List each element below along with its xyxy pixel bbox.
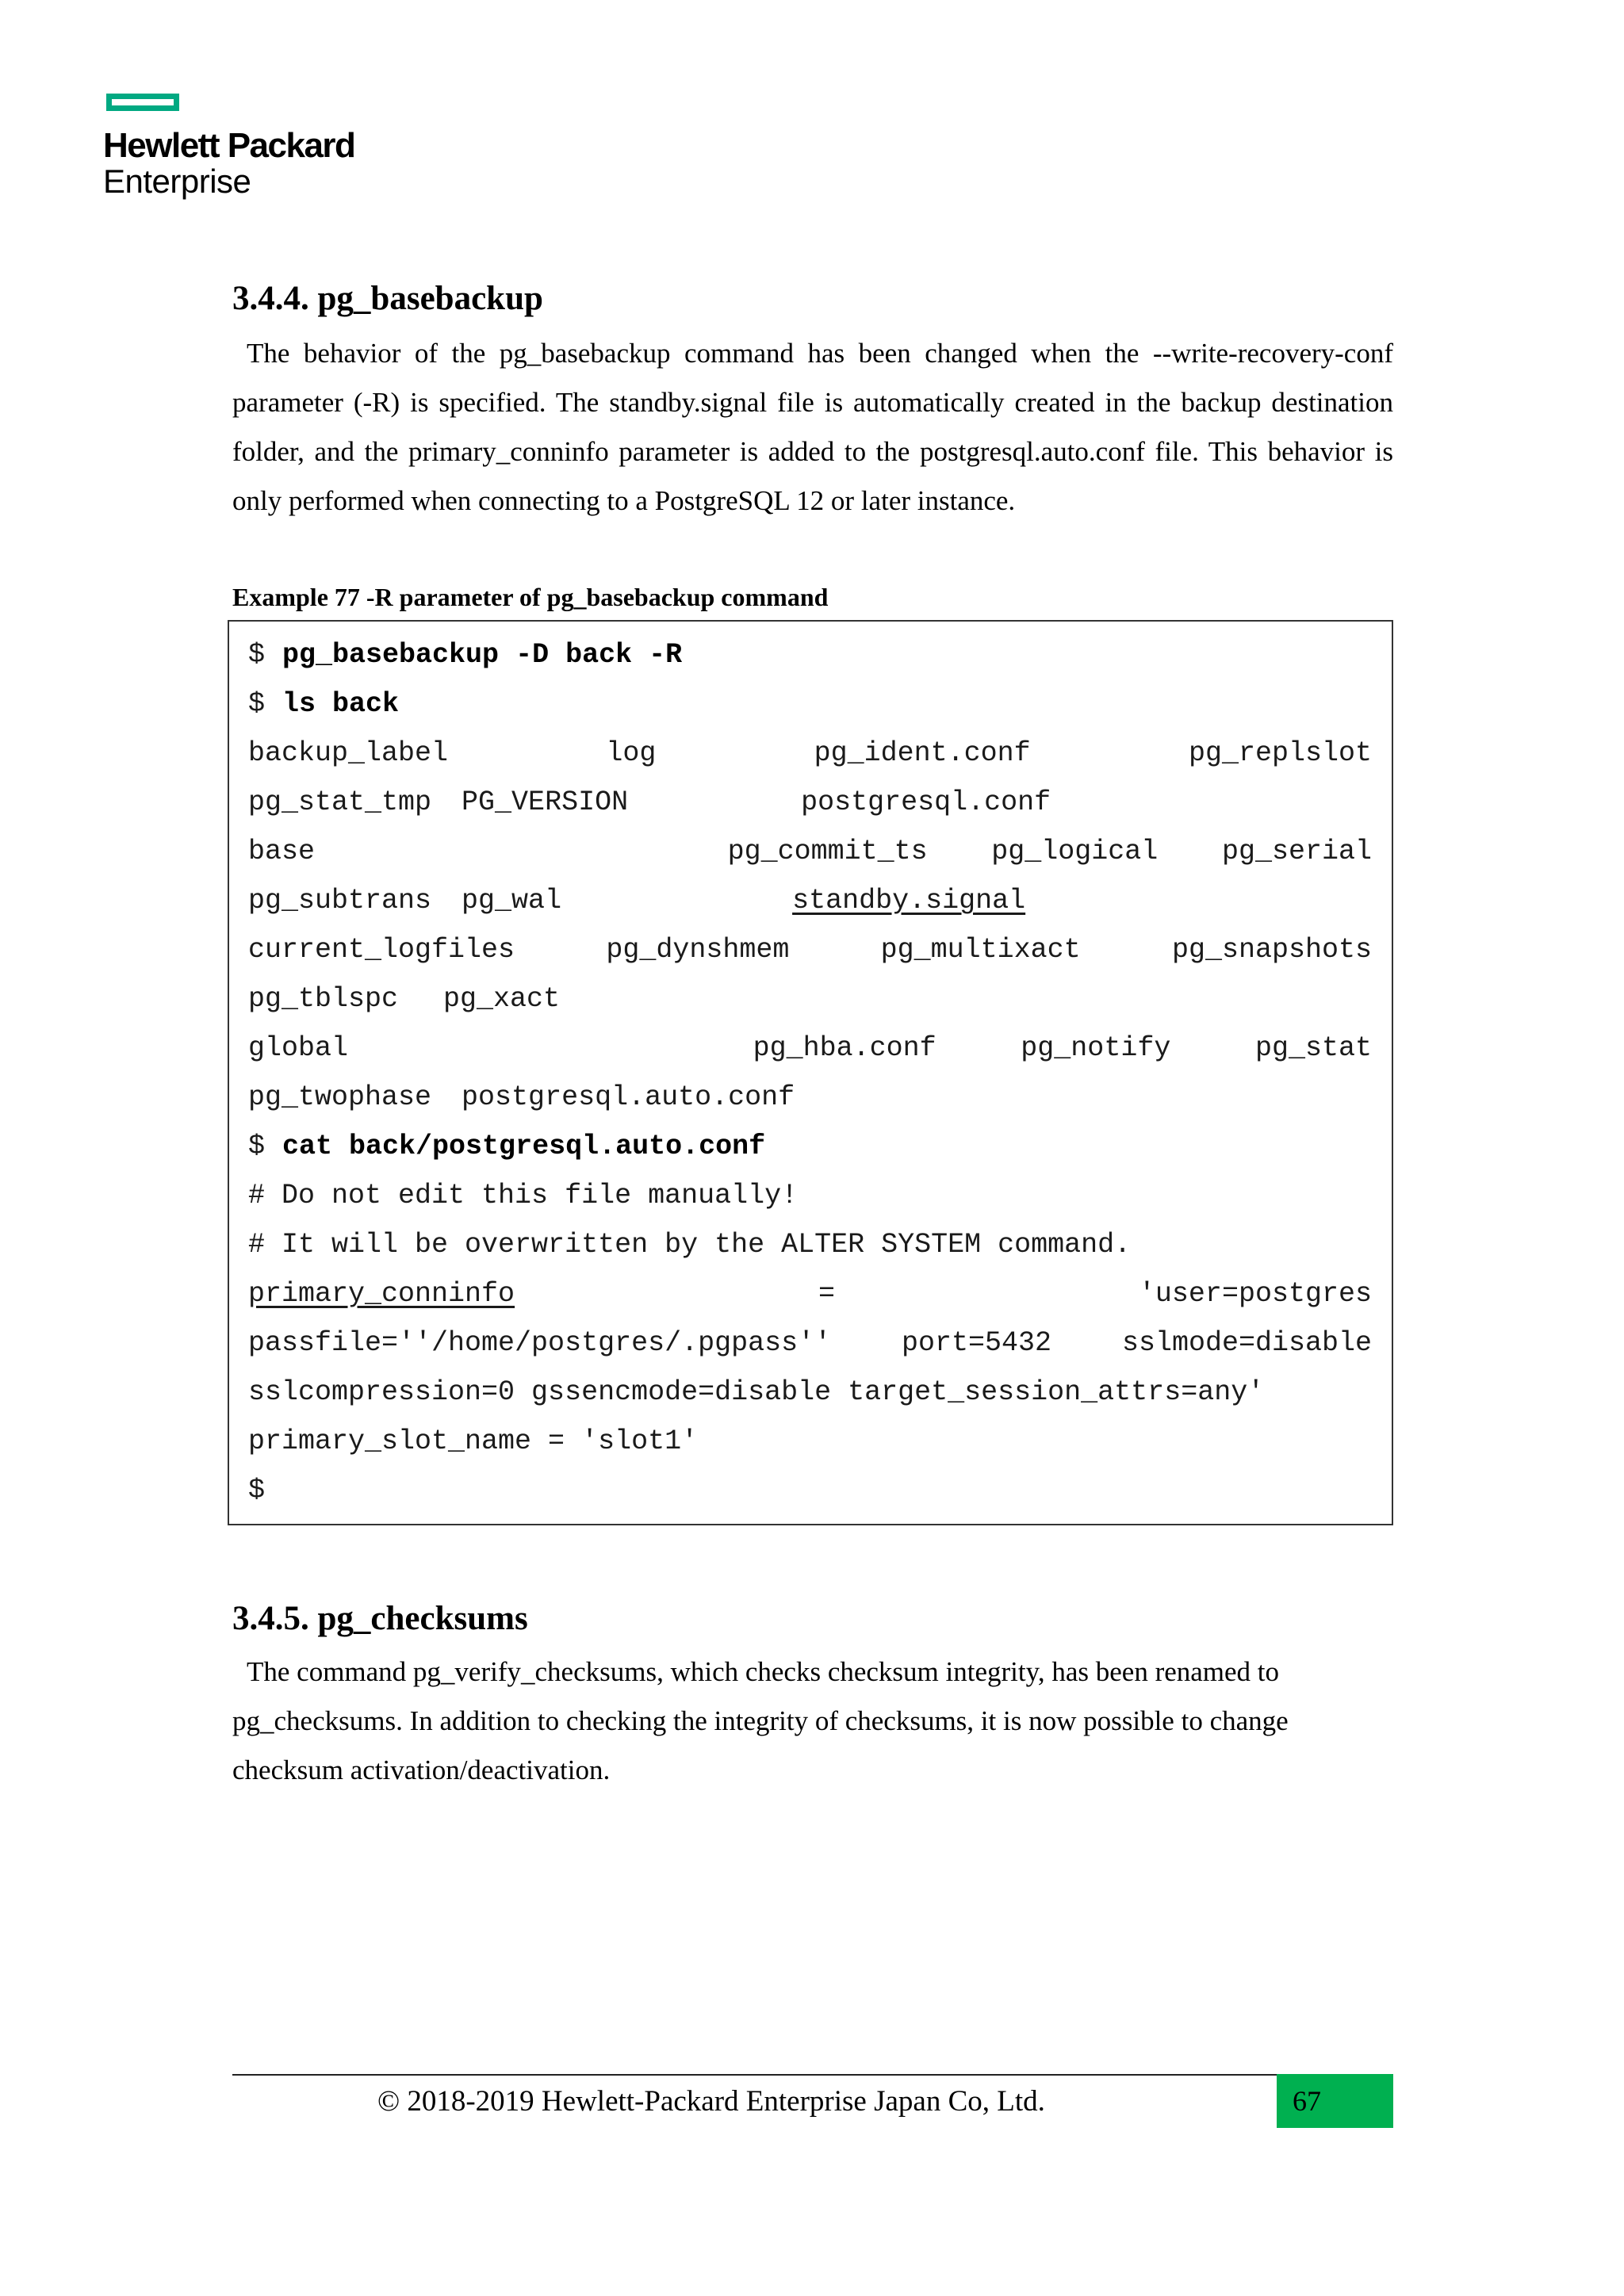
conninfo-key: primary_conninfo (248, 1278, 515, 1310)
code-line-prompt (248, 1475, 1372, 1506)
comment: # Do not edit this file manually! (248, 1180, 799, 1211)
section-body-pg-checksums (232, 1647, 1393, 1795)
code-line-listing (248, 786, 1372, 818)
conninfo-value: 'user=postgres (1138, 1278, 1372, 1310)
conninfo-value: port=5432 (902, 1327, 1052, 1359)
paragraph-line: checksum activation/deactivation. (232, 1755, 611, 1785)
file-entry: pg_dynshmem (606, 934, 790, 966)
example-caption: Example 77 -R parameter of pg_basebackup command (232, 583, 829, 611)
footer-divider (232, 2074, 1393, 2076)
file-entry: pg_commit_ts (727, 836, 928, 867)
file-entry: pg_ident.conf (814, 737, 1031, 769)
file-entry: current_logfiles (248, 934, 515, 966)
paragraph-line: The command pg_verify_checksums, which checks checksum integrity, has been renamed to (247, 1656, 1280, 1687)
footer-copyright: © 2018-2019 Hewlett-Packard Enterprise Japan Co, Ltd. (377, 2085, 1045, 2118)
file-entry: pg_subtrans (248, 885, 432, 916)
prompt: $ (248, 639, 266, 671)
code-line-conninfo (248, 1376, 1372, 1408)
paragraph-line: pg_checksums. In addition to checking the integrity of checksums, it is now possible to change (232, 1705, 1289, 1736)
file-entry: pg_stat (1254, 1032, 1372, 1064)
code-line-cmd1 (248, 639, 1372, 671)
file-entry: base (248, 836, 316, 867)
file-entry: pg_serial (1221, 836, 1372, 867)
file-entry: global (248, 1032, 349, 1064)
file-entry: postgresql.conf (801, 786, 1051, 818)
slot-setting: primary_slot_name = 'slot1' (248, 1425, 699, 1457)
file-entry: pg_notify (1021, 1032, 1171, 1064)
file-entry: pg_multixact (880, 934, 1081, 966)
file-entry: postgresql.auto.conf (462, 1081, 795, 1113)
code-line-listing (248, 1081, 1372, 1113)
prompt: $ (248, 1131, 266, 1162)
logo-text-line1: Hewlett Packard (103, 126, 355, 165)
section-heading-pg-basebackup: 3.4.4. pg_basebackup (232, 280, 543, 317)
code-line-listing (248, 934, 1372, 966)
hpe-logo-rectangle-icon (106, 94, 179, 111)
code-line-listing (248, 1032, 1372, 1064)
command: pg_basebackup -D back -R (282, 639, 683, 671)
file-entry-standby-signal: standby.signal (792, 885, 1026, 916)
code-line-conninfo (248, 1327, 1372, 1359)
file-entry: pg_wal (462, 885, 562, 916)
code-line-listing (248, 983, 1372, 1015)
code-line-conninfo (248, 1278, 1372, 1310)
file-entry: pg_hba.conf (753, 1032, 936, 1064)
code-line-slot (248, 1425, 1372, 1457)
logo-text-line2: Enterprise (103, 163, 251, 200)
file-entry: pg_twophase (248, 1081, 432, 1113)
file-entry: PG_VERSION (462, 786, 629, 818)
section-body-pg-basebackup (232, 329, 1393, 526)
paragraph: The behavior of the pg_basebackup command has been changed when the --write-recovery-conf parameter (-R) is specified. The standby.signal file is automatically created in the backup destination folder, and the primary_conninfo parameter is added to the postgresql.auto.conf file. This behavior is only performed when connecting to a PostgreSQL 12 or later instance. (232, 338, 1393, 516)
code-line-cmd2 (248, 688, 1372, 720)
file-entry: pg_stat_tmp (248, 786, 432, 818)
file-entry: log (606, 737, 657, 769)
file-entry: pg_snapshots (1171, 934, 1372, 966)
command: ls back (282, 688, 400, 720)
comment: # It will be overwritten by the ALTER SYSTEM command. (248, 1229, 1132, 1261)
code-line-comment (248, 1229, 1372, 1261)
file-entry: pg_replslot (1188, 737, 1372, 769)
conninfo-equals: = (818, 1278, 835, 1310)
file-entry: pg_logical (991, 836, 1159, 867)
command: cat back/postgresql.auto.conf (282, 1131, 766, 1162)
page-number: 67 (1277, 2074, 1393, 2128)
code-line-listing (248, 836, 1372, 867)
file-entry: pg_xact (443, 983, 561, 1015)
file-entry: pg_tblspc (248, 983, 399, 1015)
conninfo-value: sslmode=disable (1121, 1327, 1372, 1359)
code-line-comment (248, 1180, 1372, 1211)
hpe-logo (103, 94, 357, 205)
file-entry: backup_label (248, 737, 449, 769)
code-line-cmd3 (248, 1131, 1372, 1162)
conninfo-value: passfile=''/home/postgres/.pgpass'' (248, 1327, 832, 1359)
section-heading-pg-checksums: 3.4.5. pg_checksums (232, 1600, 528, 1637)
prompt: $ (248, 688, 266, 720)
prompt: $ (248, 1475, 266, 1506)
conninfo-value: sslcompression=0 gssencmode=disable target_session_attrs=any' (248, 1376, 1265, 1408)
code-line-listing (248, 885, 1372, 916)
code-line-listing (248, 737, 1372, 769)
